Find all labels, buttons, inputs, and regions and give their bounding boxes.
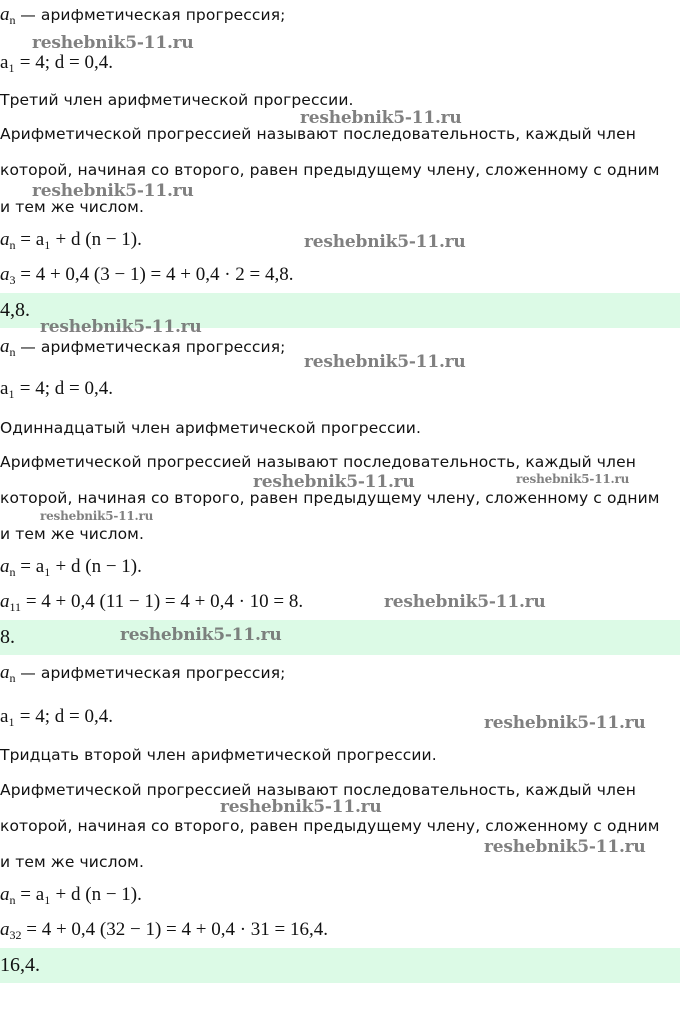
intro-line: $a_n$ — арифметическая прогрессия; [0,662,286,685]
definition-line: и тем же числом. [0,525,144,543]
watermark: reshebnik5-11.ru [40,509,154,523]
watermark: reshebnik5-11.ru [304,232,466,252]
answer-block [0,948,680,983]
formula-line: $a_n = a_1 + d$ (n − 1). [0,884,142,907]
watermark: reshebnik5-11.ru [300,108,462,128]
intro-line: $a_n$ — арифметическая прогрессия; [0,336,286,359]
given-line: a₁ = 4; d = 0,4. [0,706,114,727]
answer-value: 4,8. [0,299,30,321]
answer-value: 16,4. [0,954,40,976]
task-title: Тридцать второй член арифметической прогрессии. [0,746,437,764]
task-title: Одиннадцатый член арифметической прогрессии. [0,419,421,437]
watermark: reshebnik5-11.ru [484,837,646,857]
given-line: a₁ = 4; d = 0,4. [0,52,114,73]
watermark: reshebnik5-11.ru [32,33,194,53]
formula-line: $a_n = a_1 + d$ (n − 1). [0,229,142,252]
watermark: reshebnik5-11.ru [253,472,415,492]
watermark: reshebnik5-11.ru [516,472,630,486]
given-line: a₁ = 4; d = 0,4. [0,378,114,399]
answer-value: 8. [0,626,15,648]
answer-block [0,620,680,655]
watermark: reshebnik5-11.ru [40,317,202,337]
calculation-line: $a_{11} = 4 + 0,4$ (11 − 1) = 4 + 0,4 · 10 = 8. [0,591,304,614]
calculation-line: $a_3 = 4 + 0,4$ (3 − 1) = 4 + 0,4 · 2 = 4,8. [0,264,294,287]
definition-line: которой, начиная со второго, равен предыдущему члену, сложенному с одним [0,489,660,507]
watermark: reshebnik5-11.ru [32,181,194,201]
watermark: reshebnik5-11.ru [484,713,646,733]
watermark: reshebnik5-11.ru [384,592,546,612]
definition-line: Арифметической прогрессией называют последовательность, каждый член [0,781,636,799]
watermark: reshebnik5-11.ru [304,352,466,372]
calculation-line: $a_{32} = 4 + 0,4$ (32 − 1) = 4 + 0,4 · 31 = 16,4. [0,919,329,942]
watermark: reshebnik5-11.ru [120,625,282,645]
definition-line: Арифметической прогрессией называют последовательность, каждый член [0,125,636,143]
intro-line: $a_n$ — арифметическая прогрессия; [0,4,286,27]
task-title: Третий член арифметической прогрессии. [0,91,354,109]
definition-line: которой, начиная со второго, равен предыдущему члену, сложенному с одним [0,817,660,835]
definition-line: Арифметической прогрессией называют последовательность, каждый член [0,453,636,471]
definition-line: и тем же числом. [0,853,144,871]
watermark: reshebnik5-11.ru [220,797,382,817]
definition-line: и тем же числом. [0,198,144,216]
formula-line: $a_n = a_1 + d$ (n − 1). [0,556,142,579]
definition-line: которой, начиная со второго, равен предыдущему члену, сложенному с одним [0,161,660,179]
